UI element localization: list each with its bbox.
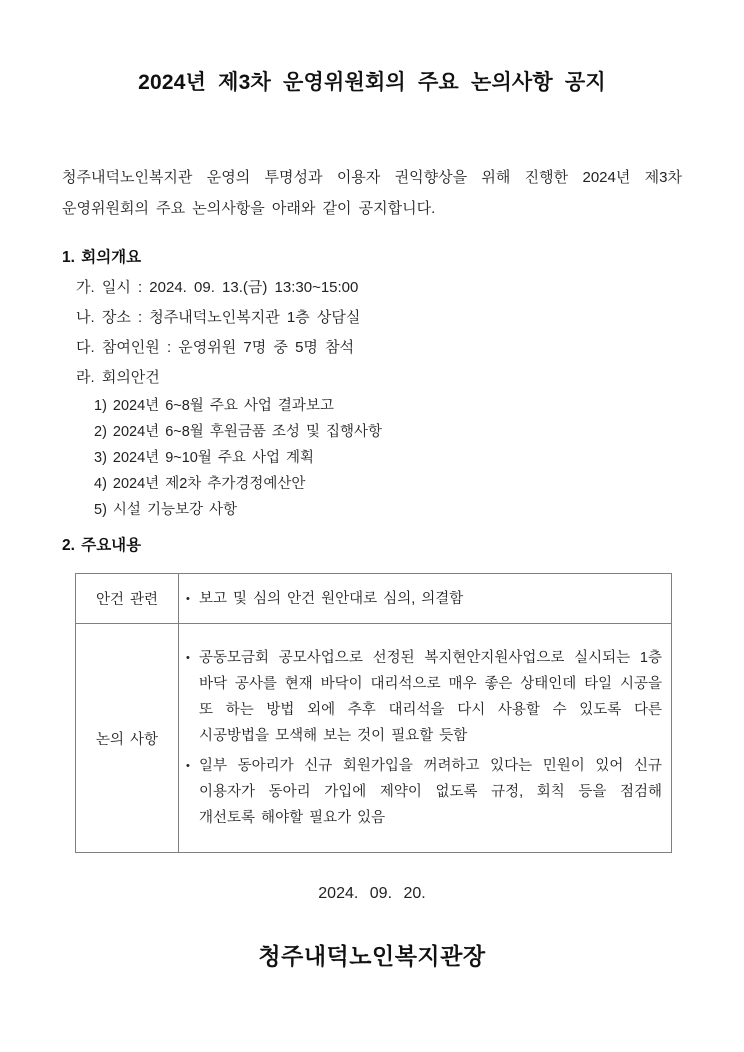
bullet-text: 보고 및 심의 안건 원안대로 심의, 의결함 — [199, 590, 464, 607]
agenda-item: 5) 시설 기능보강 사항 — [94, 502, 238, 518]
document-date: 2024. 09. 20. — [318, 885, 426, 902]
signature: 청주내덕노인복지관장 — [258, 943, 486, 969]
agenda-item: 4) 2024년 제2차 추가경정예산안 — [94, 476, 306, 492]
agenda-item: 3) 2024년 9~10월 주요 사업 계획 — [94, 450, 315, 466]
row-label-discussion: 논의 사항 — [76, 624, 179, 853]
bullet-text: 일부 동아리가 신규 회원가입을 꺼려하고 있다는 민원이 있어 신규 이용자가 동아리 가입에 제약이 없도록 규정, 회칙 등을 점검해 개선토록 해야할 필요가 있음 — [199, 758, 662, 826]
bullet-item — [186, 586, 662, 612]
intro-paragraph: 청주내덕노인복지관 운영의 투명성과 이용자 권익향상을 위해 진행한 2024년 제3차 운영위원회의 주요 논의사항을 아래와 같이 공지합니다. — [62, 169, 682, 217]
row-label-agenda: 안건 관련 — [76, 574, 179, 624]
bullet-icon: • — [186, 760, 190, 772]
bullet-item — [186, 753, 662, 831]
main-content-table — [75, 573, 672, 853]
agenda-item: 1) 2024년 6~8월 주요 사업 결과보고 — [94, 398, 334, 414]
bullet-icon: • — [186, 652, 190, 664]
table-row-discussion — [76, 624, 672, 853]
list-item-agenda-label: 라. 회의안건 — [76, 369, 160, 386]
list-item-place: 나. 장소 : 청주내덕노인복지관 1층 상담실 — [76, 309, 361, 326]
list-item-datetime: 가. 일시 : 2024. 09. 13.(금) 13:30~15:00 — [76, 279, 359, 296]
agenda-item: 2) 2024년 6~8월 후원금품 조성 및 집행사항 — [94, 424, 383, 440]
meeting-overview-list — [76, 273, 682, 393]
table-row-agenda — [76, 574, 672, 624]
list-item-participants: 다. 참여인원 : 운영위원 7명 중 5명 참석 — [76, 339, 355, 356]
section1-heading: 1. 회의개요 — [62, 249, 142, 266]
agenda-list — [94, 393, 682, 523]
document-title: 2024년 제3차 운영위원회의 주요 논의사항 공지 — [138, 71, 606, 94]
bullet-text: 공동모금회 공모사업으로 선정된 복지현안지원사업으로 실시되는 1층 바닥 공사를 현재 바닥이 대리석으로 매우 좋은 상태인데 타일 시공을 또 하는 방법 외에 추후 대리석을 다시 사용할 수 있도록 다른 시공방법을 모색해 보는 것이 필요할 듯함 — [199, 650, 662, 744]
bullet-icon: • — [186, 592, 190, 605]
row-content-discussion — [179, 624, 672, 853]
row-content-agenda — [179, 574, 672, 624]
bullet-item — [186, 645, 662, 749]
section2-heading: 2. 주요내용 — [62, 537, 142, 554]
